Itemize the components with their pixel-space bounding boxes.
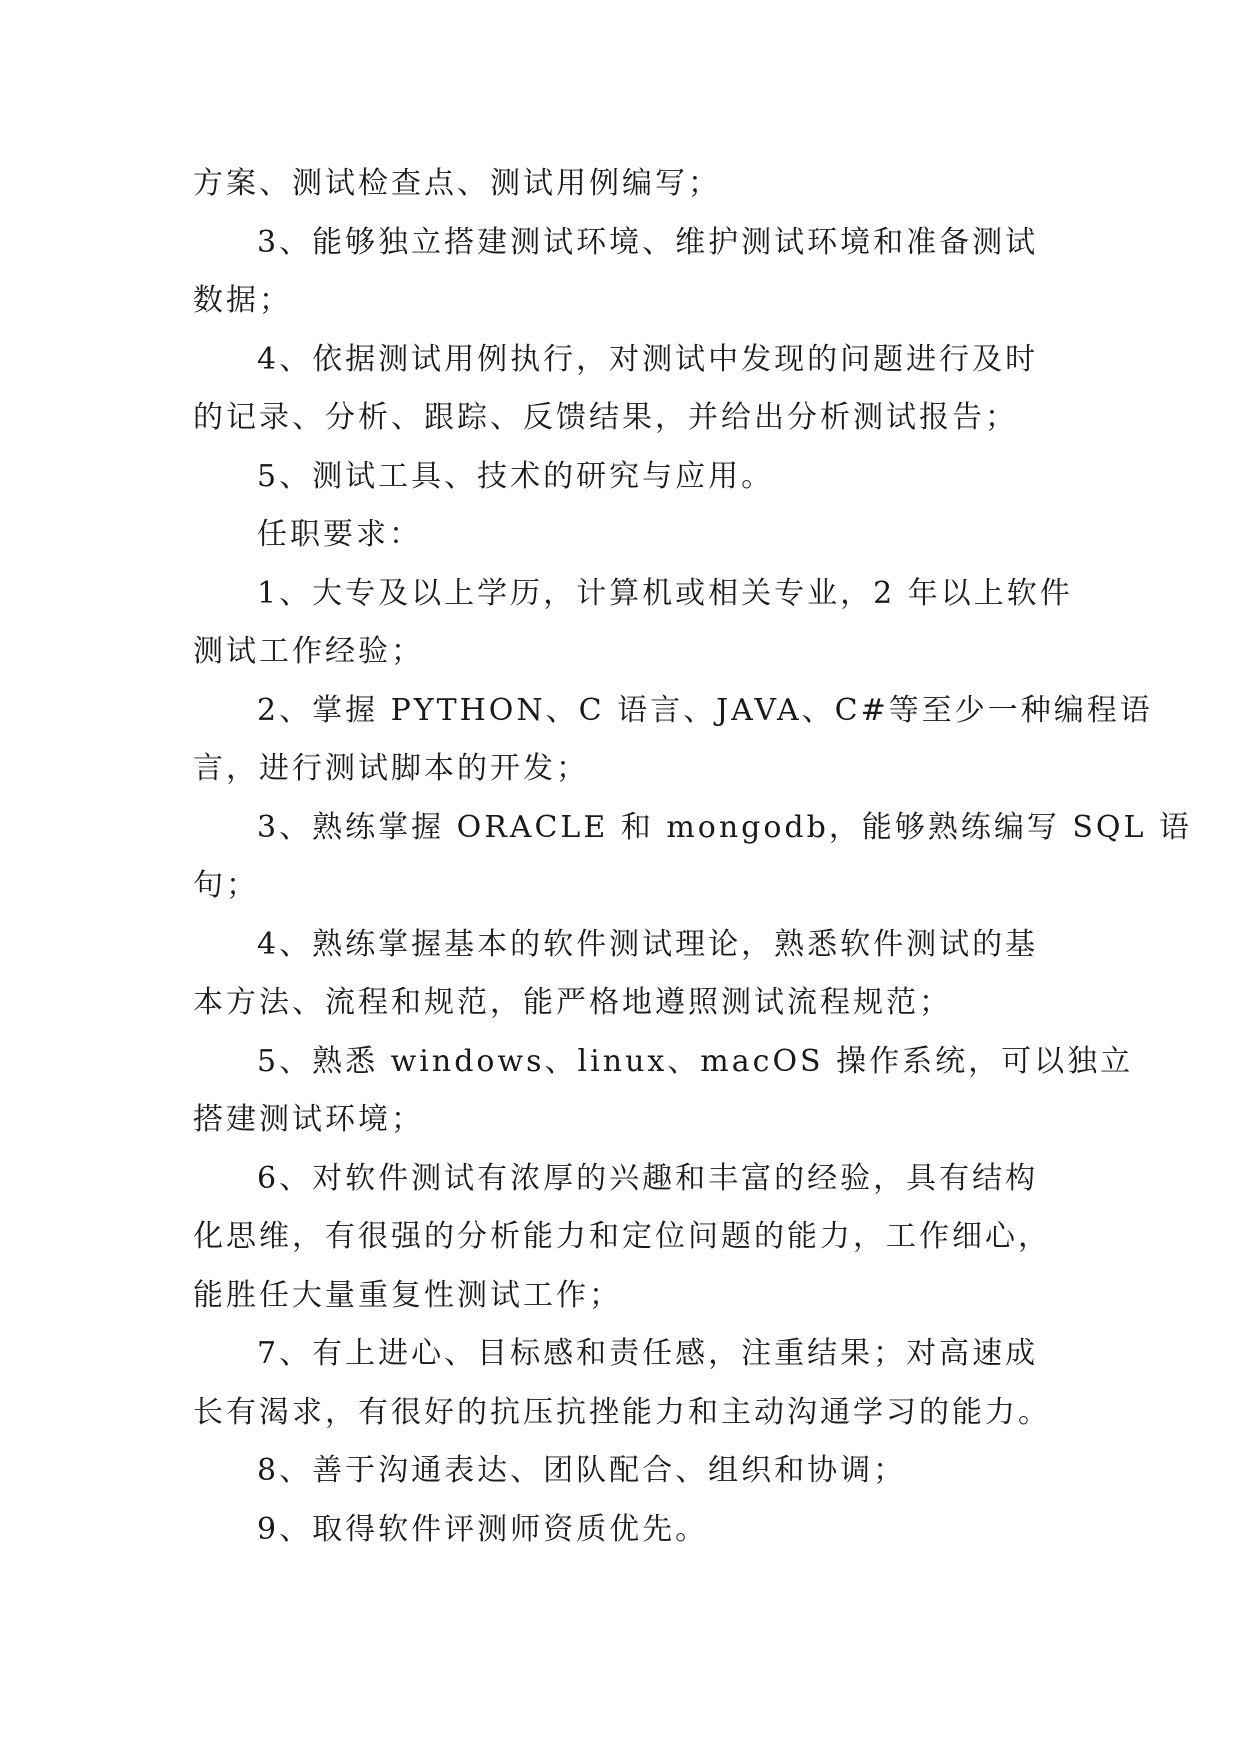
text-line: 5、熟悉 windows、linux、macOS 操作系统，可以独立: [257, 1043, 1134, 1079]
text-line: 方案、测试检查点、测试用例编写；: [193, 166, 721, 201]
text-line: 能胜任大量重复性测试工作；: [193, 1277, 622, 1313]
text-line: 4、依据测试用例执行，对测试中发现的问题进行及时: [257, 341, 1039, 377]
text-line: 的记录、分析、跟踪、反馈结果，并给出分析测试报告；: [193, 400, 1018, 435]
text-line: 9、取得软件评测师资质优先。: [257, 1511, 709, 1547]
text-line: 3、能够独立搭建测试环境、维护测试环境和准备测试: [257, 224, 1039, 260]
text-line: 7、有上进心、目标感和责任感，注重结果；对高速成: [257, 1336, 1039, 1371]
text-line: 句；: [193, 868, 259, 903]
text-line: 本方法、流程和规范，能严格地遵照测试流程规范；: [193, 985, 952, 1020]
text-line: 4、熟练掌握基本的软件测试理论，熟悉软件测试的基: [257, 926, 1039, 962]
text-line: 2、掌握 PYTHON、C 语言、JAVA、C#等至少一种编程语: [257, 692, 1153, 728]
text-line: 测试工作经验；: [193, 634, 424, 669]
text-line: 言，进行测试脚本的开发；: [193, 751, 589, 786]
text-line: 数据；: [193, 283, 292, 318]
text-line: 6、对软件测试有浓厚的兴趣和丰富的经验，具有结构: [257, 1160, 1039, 1196]
text-line: 3、熟练掌握 ORACLE 和 mongodb，能够熟练编写 SQL 语: [257, 809, 1192, 845]
text-line: 1、大专及以上学历，计算机或相关专业，2 年以上软件: [257, 575, 1073, 611]
text-line: 8、善于沟通表达、团队配合、组织和协调；: [257, 1453, 907, 1488]
text-line: 搭建测试环境；: [193, 1102, 424, 1137]
section-heading: 任职要求：: [257, 517, 422, 552]
text-line: 5、测试工具、技术的研究与应用。: [257, 458, 775, 494]
text-line: 化思维，有很强的分析能力和定位问题的能力，工作细心，: [193, 1219, 1051, 1254]
text-line: 长有渴求，有很好的抗压抗挫能力和主动沟通学习的能力。: [193, 1394, 1051, 1430]
document-body: [193, 155, 1192, 1559]
